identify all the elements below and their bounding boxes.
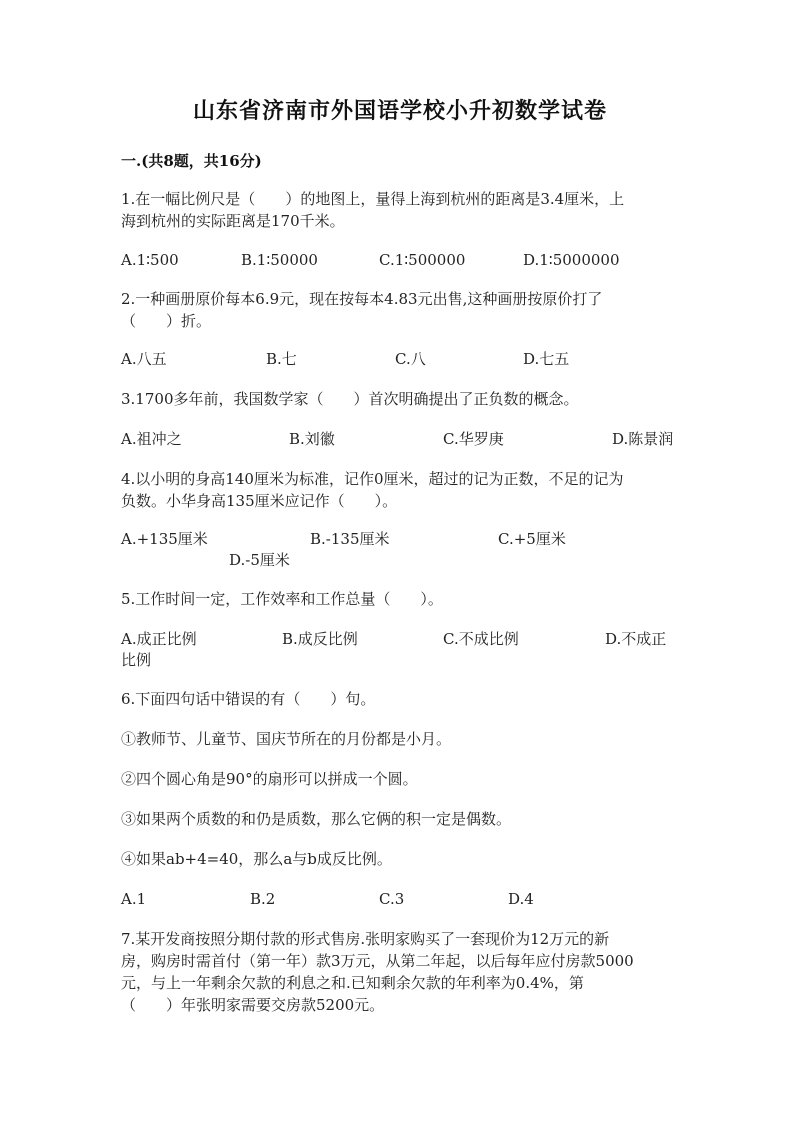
question-2-option-b: B.七 [266,350,297,368]
question-6-option-d: D.4 [508,890,534,908]
question-5-option-c: C.不成比例 [443,630,519,648]
question-2-option-d: D.七五 [523,350,570,368]
question-4-option-d: D.-5厘米 [229,551,290,569]
question-5-option-d-wrap: 比例 [121,651,152,669]
question-6-statement-3: ③如果两个质数的和仍是质数，那么它俩的积一定是偶数。 [121,810,512,828]
question-3-option-b: B.刘徽 [289,430,335,448]
question-1-line-1: 1.在一幅比例尺是（ ）的地图上，量得上海到杭州的距离是3.4厘米，上 [121,190,625,208]
question-1-line-2: 海到杭州的实际距离是170千米。 [121,212,345,230]
question-5-option-a: A.成正比例 [121,630,197,648]
exam-title: 山东省济南市外国语学校小升初数学试卷 [192,98,607,124]
question-7-line-4: （ ）年张明家需要交房款5200元。 [121,996,385,1014]
section-header: 一.(共8题，共16分) [121,152,262,170]
question-5-option-d: D.不成正 [605,630,667,648]
question-2-line-1: 2.一种画册原价每本6.9元，现在按每本4.83元出售,这种画册按原价打了 [121,290,603,308]
question-3-option-a: A.祖冲之 [121,430,182,448]
question-1-option-a: A.1∶500 [121,251,179,269]
question-5-line-1: 5.工作时间一定，工作效率和工作总量（ ）。 [121,590,443,608]
question-1-option-d: D.1∶5000000 [523,251,620,269]
question-2-option-c: C.八 [395,350,426,368]
question-5-option-b: B.成反比例 [282,630,358,648]
question-2-line-2: （ ）折。 [121,312,212,330]
question-3-option-d: D.陈景润 [612,430,674,448]
question-6-option-b: B.2 [250,890,276,908]
question-3-line-1: 3.1700多年前，我国数学家（ ）首次明确提出了正负数的概念。 [121,390,579,408]
question-6-statement-1: ①教师节、儿童节、国庆节所在的月份都是小月。 [121,730,452,748]
question-4-line-2: 负数。小华身高135厘米应记作（ ）。 [121,492,398,510]
question-1-option-c: C.1∶500000 [379,251,466,269]
question-6-line-1: 6.下面四句话中错误的有（ ）句。 [121,690,376,708]
question-1-option-b: B.1∶50000 [241,251,318,269]
question-4-option-b: B.-135厘米 [310,530,390,548]
question-7-line-2: 房，购房时需首付（第一年）款3万元，从第二年起，以后每年应付房款5000 [121,952,634,970]
question-7-line-3: 元，与上一年剩余欠款的利息之和.已知剩余欠款的年利率为0.4%，第 [121,974,584,992]
question-4-line-1: 4.以小明的身高140厘米为标准，记作0厘米，超过的记为正数，不足的记为 [121,470,624,488]
question-6-statement-4: ④如果ab+4=40，那么a与b成反比例。 [121,850,392,868]
question-3-option-c: C.华罗庚 [443,430,504,448]
question-2-option-a: A.八五 [121,350,167,368]
question-4-option-a: A.+135厘米 [121,530,208,548]
question-7-line-1: 7.某开发商按照分期付款的形式售房.张明家购买了一套现价为12万元的新 [121,930,610,948]
question-6-option-c: C.3 [379,890,405,908]
question-6-statement-2: ②四个圆心角是90°的扇形可以拼成一个圆。 [121,770,418,788]
question-4-option-c: C.+5厘米 [498,530,566,548]
question-6-option-a: A.1 [121,890,147,908]
